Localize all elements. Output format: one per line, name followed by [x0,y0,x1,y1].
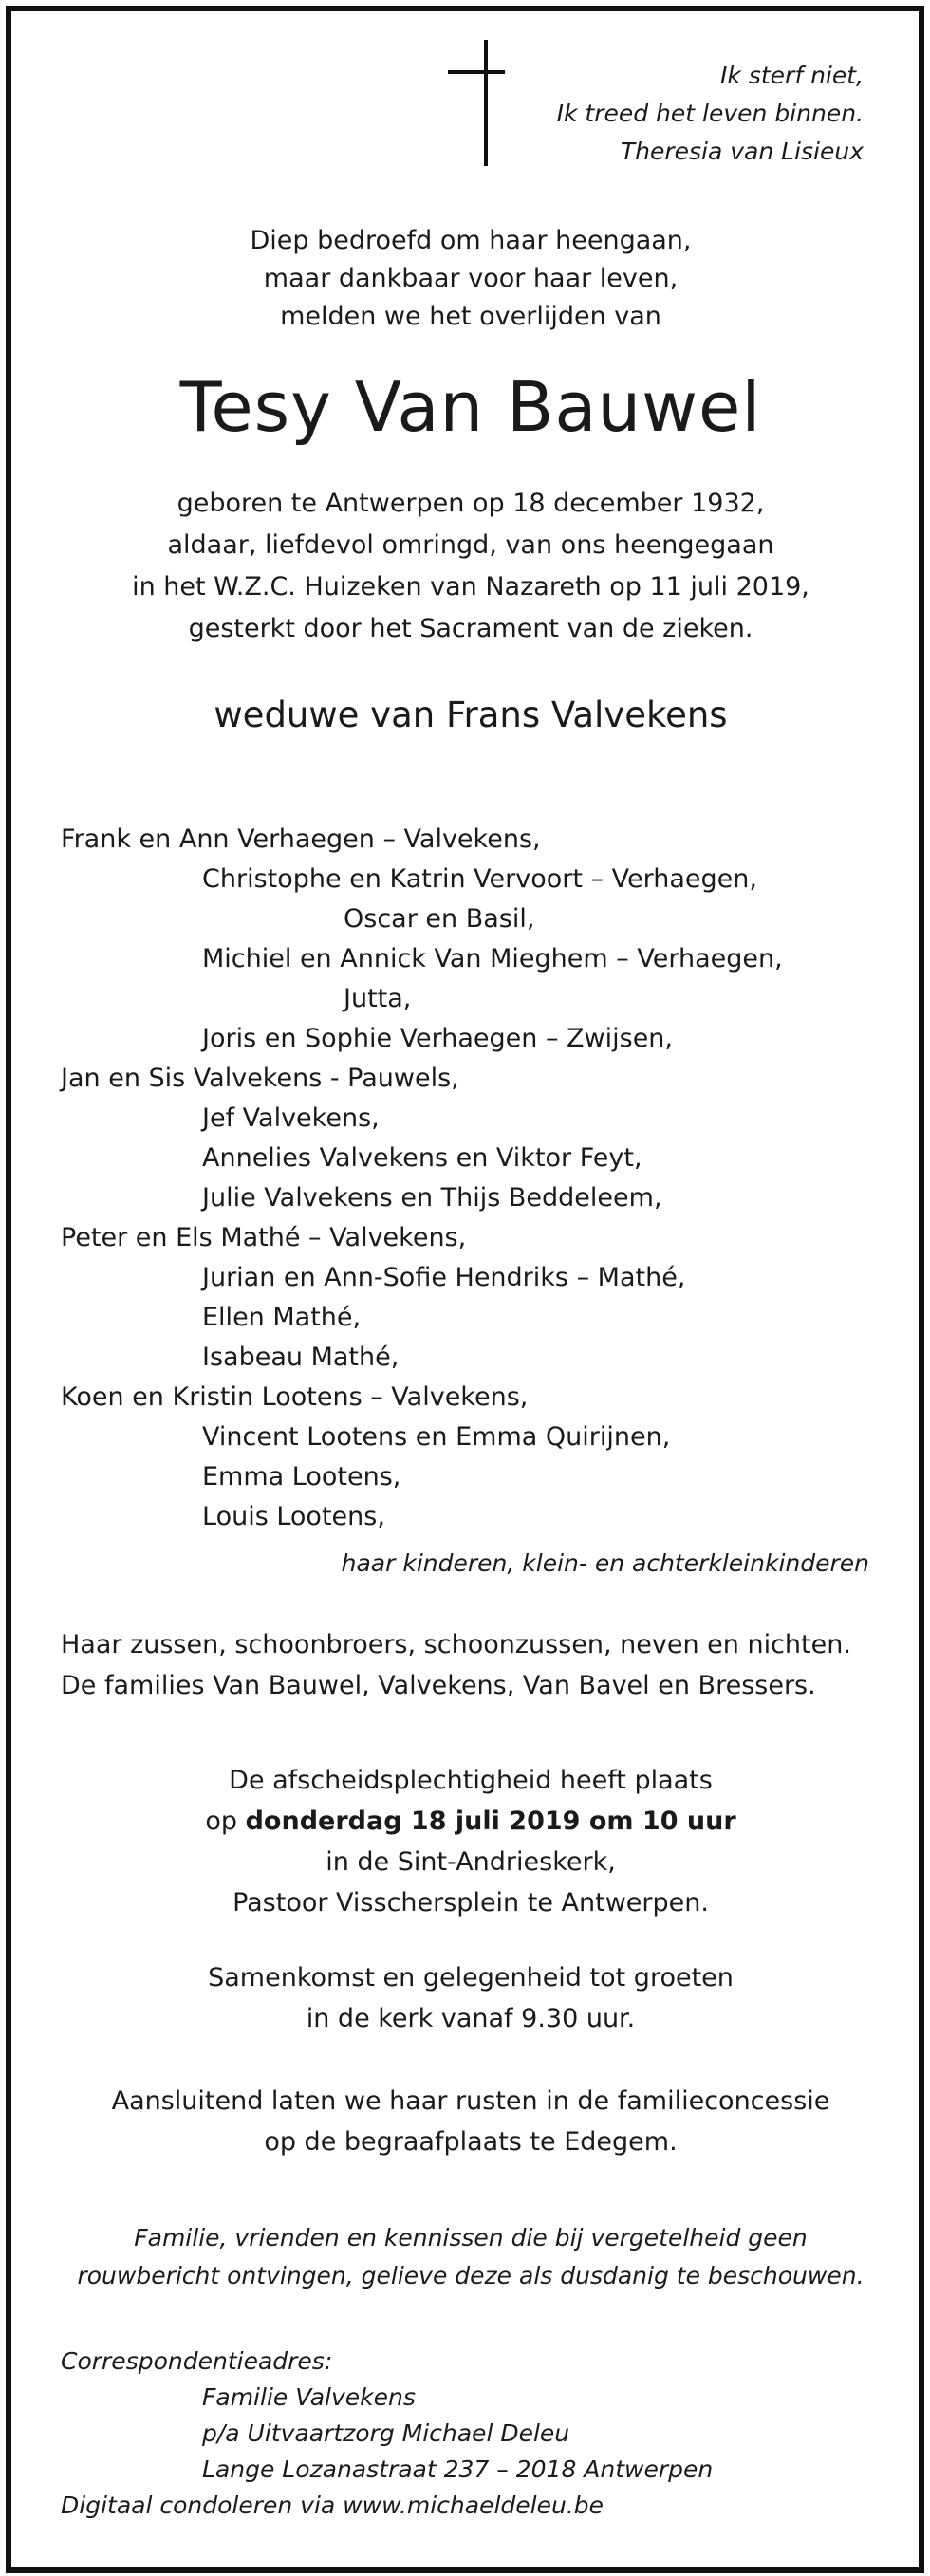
quote-line: Ik treed het leven binnen. [556,100,864,127]
gathering-line: in de kerk vanaf 9.30 uur. [306,2004,636,2033]
ceremony-line: in de Sint-Andrieskerk, [326,1847,616,1877]
family-member: Julie Valvekens en Thijs Beddeleem, [202,1183,662,1213]
details-line: geboren te Antwerpen op 18 december 1932, [177,489,765,518]
gathering-line: Samenkomst en gelegenheid tot groeten [208,1963,734,1992]
correspondence-line: p/a Uitvaartzorg Michael Deleu [202,2419,570,2447]
family-member: Jurian en Ann-Sofie Hendriks – Mathé, [202,1263,686,1292]
family-member: Isabeau Mathé, [202,1343,400,1372]
family-member: Frank en Ann Verhaegen – Valvekens, [61,825,541,854]
ceremony-info [11,1760,930,1923]
family-member: Joris en Sophie Verhaegen – Zwijsen, [202,1024,674,1053]
quote-author: Theresia van Lisieux [620,138,864,165]
family-member: Louis Lootens, [202,1502,385,1531]
ceremony-date-line [11,1801,930,1842]
notice-line: rouwbericht ontvingen, gelieve deze als dusdanig te beschouwen. [77,2262,865,2289]
correspondence-line: Lange Lozanastraat 237 – 2018 Antwerpen [202,2456,714,2483]
online-condolence-link[interactable]: Digitaal condoleren via www.michaeldeleu.be [61,2492,604,2519]
family-member: Oscar en Basil, [344,904,535,934]
family-member: Michiel en Annick Van Mieghem – Verhaegen, [202,944,783,973]
family-member: Jef Valvekens, [202,1103,380,1133]
ceremony-date-prefix: op [205,1807,246,1836]
ceremony-line: De afscheidsplechtigheid heeft plaats [229,1766,713,1795]
family-member: Jan en Sis Valvekens - Pauwels, [61,1064,459,1093]
relatives-line: Haar zussen, schoonbroers, schoonzussen, neven en nichten. [61,1630,851,1659]
family-member: Vincent Lootens en Emma Quirijnen, [202,1422,671,1452]
family-member: Koen en Kristin Lootens – Valvekens, [61,1382,529,1412]
obituary-card [6,6,924,2573]
ceremony-date: donderdag 18 juli 2019 om 10 uur [245,1807,736,1836]
relatives-line: De families Van Bauwel, Valvekens, Van Bavel en Bressers. [61,1671,816,1700]
family-member: Ellen Mathé, [202,1303,362,1332]
life-details [11,483,930,650]
intro-line: melden we het overlijden van [280,302,661,331]
correspondence-line: Familie Valvekens [202,2383,416,2411]
notice [11,2219,930,2295]
intro-text [11,222,930,336]
burial-line: Aansluitend laten we haar rusten in de familieconcessie [111,2086,830,2116]
family-member: Emma Lootens, [202,1462,401,1492]
widow-of: weduwe van Frans Valvekens [214,695,728,735]
burial-info [11,2081,930,2162]
family-member: Christophe en Katrin Vervoort – Verhaegen, [202,864,757,894]
details-line: aldaar, liefdevol omringd, van ons heengegaan [167,530,774,560]
details-line: gesterkt door het Sacrament van de zieken. [188,614,753,643]
intro-line: maar dankbaar voor haar leven, [263,264,679,293]
deceased-name: Tesy Van Bauwel [179,367,762,447]
gathering-info [11,1957,930,2039]
correspondence-label: Correspondentieadres: [61,2347,333,2375]
intro-line: Diep bedroefd om haar heengaan, [250,226,692,255]
relatives [61,1624,851,1706]
family-member: Peter en Els Mathé – Valvekens, [61,1223,467,1252]
family-caption: haar kinderen, klein- en achterkleinkinderen [341,1549,869,1577]
ceremony-line: Pastoor Visschersplein te Antwerpen. [232,1888,709,1918]
burial-line: op de begraafplaats te Edegem. [264,2127,678,2157]
family-member: Jutta, [344,984,412,1013]
family-member: Annelies Valvekens en Viktor Feyt, [202,1143,642,1173]
quote [557,57,864,171]
quote-line: Ik sterf niet, [720,62,864,89]
details-line: in het W.Z.C. Huizeken van Nazareth op 11 juli 2019, [132,572,809,602]
notice-line: Familie, vrienden en kennissen die bij vergetelheid geen [134,2224,808,2252]
